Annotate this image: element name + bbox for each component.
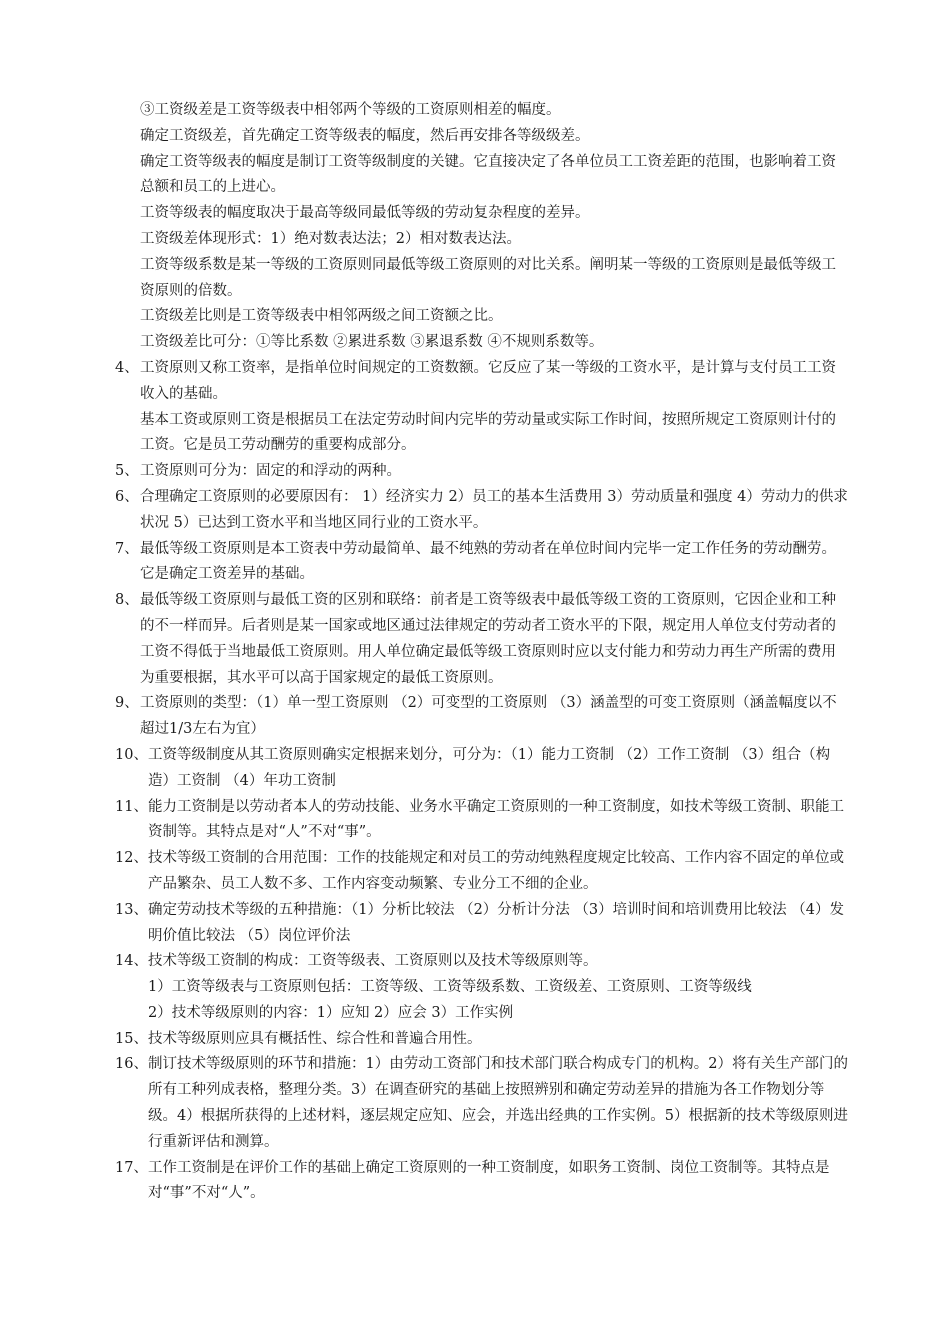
item-text: 工资等级制度从其工资原则确实定根据来划分，可分为：（1）能力工资制 （2）工作工资制 （3）组合（构造）工资制 （4）年功工资制 (148, 746, 831, 789)
list-item (115, 795, 850, 847)
paragraph-ratio-types: 工资级差比可分：①等比系数 ②累进系数 ③累退系数 ④不规则系数等。 (140, 334, 604, 351)
list-item (115, 588, 850, 691)
list-item (115, 846, 850, 898)
item-text: 最低等级工资原则与最低工资的区别和联络：前者是工资等级表中最低等级工资的工资原则，它因企业和工种的不一样而异。后者则是某一国家或地区通过法律规定的劳动者工资水平的下限，规定用人单位支付劳动者的工资不得低于当地最低工资原则。用人单位确定最低等级工资原则时应以支付能力和劳动力再生产所需的费用为重要根据，其水平可以高于国家规定的最低工资原则。 (140, 592, 836, 686)
paragraph-grade-table-contents: 1）工资等级表与工资原则包括：工资等级、工资等级系数、工资级差、工资原则、工资等级线 (148, 979, 752, 996)
item-number: 4、 (115, 359, 139, 376)
paragraph-differential-ratio: 工资级差比则是工资等级表中相邻两级之间工资额之比。 (140, 308, 503, 325)
item-text: 技术等级工资制的构成：工资等级表、工资原则以及技术等级原则等。 (148, 953, 598, 970)
item-number: 6、 (115, 488, 139, 505)
paragraph-range-key: 确定工资等级表的幅度是制订工资等级制度的关键。它直接决定了各单位员工工资差距的范围，也影响着工资总额和员工的上进心。 (140, 153, 836, 196)
item-text: 工作工资制是在评价工作的基础上确定工资原则的一种工资制度，如职务工资制、岗位工资制等。其特点是对“事”不对“人”。 (148, 1159, 830, 1202)
item-number: 16、 (115, 1056, 148, 1073)
item-text: 确定劳动技术等级的五种措施：（1）分析比较法 （2）分析计分法 （3）培训时间和培训费用比较法 （4）发明价值比较法 （5）岗位评价法 (148, 901, 844, 944)
paragraph-grade-coefficient: 工资等级系数是某一等级的工资原则同最低等级工资原则的对比关系。阐明某一等级的工资原则是最低等级工资原则的倍数。 (140, 256, 836, 299)
paragraph-determine-differential: 确定工资级差，首先确定工资等级表的幅度，然后再安排各等级级差。 (140, 127, 590, 144)
list-item (115, 1027, 850, 1053)
paragraph-basic-wage: 基本工资或原则工资是根据员工在法定劳动时间内完毕的劳动量或实际工作时间，按照所规定工资原则计付的工资。它是员工劳动酬劳的重要构成部分。 (140, 411, 836, 454)
item-number: 9、 (115, 695, 139, 712)
item-number: 15、 (115, 1030, 148, 1047)
item-number: 14、 (115, 953, 148, 970)
item-text: 最低等级工资原则是本工资表中劳动最简单、最不纯熟的劳动者在单位时间内完毕一定工作任务的劳动酬劳。它是确定工资差异的基础。 (140, 540, 836, 583)
item-text: 能力工资制是以劳动者本人的劳动技能、业务水平确定工资原则的一种工资制度，如技术等级工资制、职能工资制等。其特点是对“人”不对“事”。 (148, 798, 844, 841)
list-item (115, 1052, 850, 1155)
item-number: 12、 (115, 850, 148, 867)
list-item (115, 485, 850, 537)
paragraph-standard-contents: 2）技术等级原则的内容：1）应知 2）应会 3）工作实例 (148, 1004, 514, 1021)
paragraph-range-depends: 工资等级表的幅度取决于最高等级同最低等级的劳动复杂程度的差异。 (140, 205, 590, 222)
item-number: 13、 (115, 901, 148, 918)
item-text: 合理确定工资原则的必要原因有： 1）经济实力 2）员工的基本生活费用 3）劳动质量和强度 4）劳动力的供求状况 5）已达到工资水平和当地区同行业的工资水平。 (140, 488, 848, 531)
item-text: 技术等级原则应具有概括性、综合性和普遍合用性。 (148, 1030, 482, 1047)
paragraph-differential-forms: 工资级差体现形式：1）绝对数表达法；2）相对数表达法。 (140, 230, 521, 247)
list-item (115, 537, 850, 589)
list-item (115, 1156, 850, 1208)
item-number: 11、 (115, 798, 148, 815)
item-number: 8、 (115, 592, 139, 609)
item-number: 5、 (115, 463, 139, 480)
item-number: 10、 (115, 746, 148, 763)
document-body (115, 98, 850, 1207)
item-text: 工资原则又称工资率，是指单位时间规定的工资数额。它反应了某一等级的工资水平，是计算与支付员工工资收入的基础。 (140, 359, 836, 402)
list-item (115, 949, 850, 975)
list-item (115, 743, 850, 795)
item-text: 技术等级工资制的合用范围：工作的技能规定和对员工的劳动纯熟程度规定比较高、工作内容不固定的单位或产品繁杂、员工人数不多、工作内容变动频繁、专业分工不细的企业。 (148, 850, 844, 892)
item-number: 17、 (115, 1159, 148, 1176)
item-text: 工资原则可分为：固定的和浮动的两种。 (140, 463, 401, 480)
list-item (115, 691, 850, 743)
item-text: 工资原则的类型：（1）单一型工资原则 （2）可变型的工资原则 （3）涵盖型的可变工资原则（涵盖幅度以不超过1/3左右为宜） (140, 695, 837, 738)
paragraph-wage-differential-definition: ③工资级差是工资等级表中相邻两个等级的工资原则相差的幅度。 (140, 102, 561, 118)
list-item (115, 898, 850, 950)
list-item (115, 459, 850, 485)
item-number: 7、 (115, 540, 139, 557)
item-text: 制订技术等级原则的环节和措施：1）由劳动工资部门和技术部门联合构成专门的机构。2）将有关生产部门的所有工种列成表格，整理分类。3）在调查研究的基础上按照辨别和确定劳动差异的措施为各工作物划分等级。4）根据所获得的上述材料，逐层规定应知、应会，并选出经典的工作实例。5）根据新的技术等级原则进行重新评估和测算。 (148, 1056, 848, 1150)
list-item (115, 356, 850, 408)
